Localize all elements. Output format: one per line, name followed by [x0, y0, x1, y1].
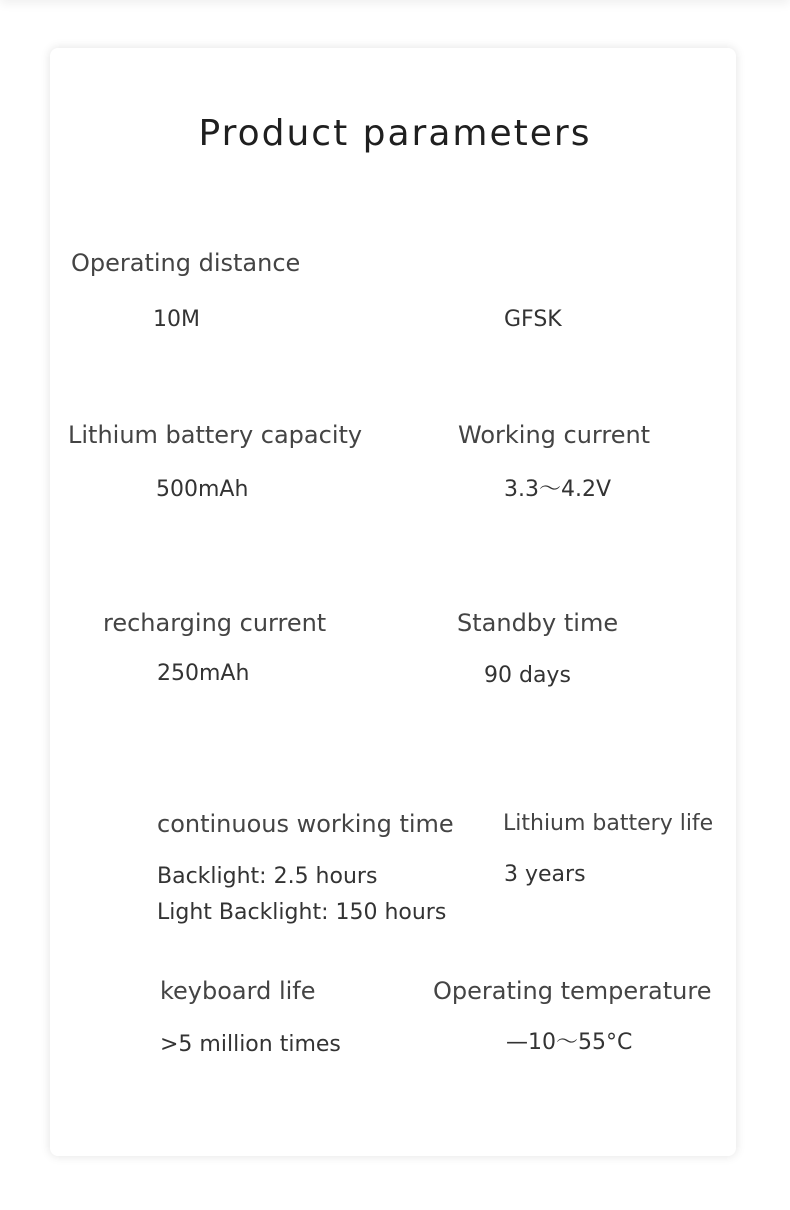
battery-capacity-value: 500mAh [156, 477, 249, 502]
working-current-value: 3.3～4.2V [504, 477, 612, 502]
keyboard-life-label: keyboard life [160, 977, 316, 1005]
continuous-working-time-backlight: Backlight: 2.5 hours [157, 864, 378, 889]
page-title: Product parameters [198, 113, 592, 154]
battery-life-label: Lithium battery life [503, 811, 714, 836]
continuous-working-time-label: continuous working time [157, 810, 454, 838]
recharging-current-label: recharging current [103, 609, 327, 637]
standby-time-label: Standby time [457, 609, 619, 637]
battery-capacity-label: Lithium battery capacity [68, 421, 363, 449]
operating-temperature-label: Operating temperature [433, 977, 712, 1005]
keyboard-life-value: >5 million times [160, 1032, 341, 1057]
operating-distance-value: 10M [153, 307, 200, 332]
operating-distance-label: Operating distance [71, 249, 301, 277]
operating-temperature-value: —10～55°C [506, 1030, 633, 1055]
protocol-value: GFSK [504, 307, 562, 332]
working-current-label: Working current [458, 421, 651, 449]
standby-time-value: 90 days [484, 663, 571, 688]
recharging-current-value: 250mAh [157, 661, 250, 686]
continuous-working-time-light-backlight: Light Backlight: 150 hours [157, 900, 447, 925]
battery-life-value: 3 years [504, 862, 586, 887]
